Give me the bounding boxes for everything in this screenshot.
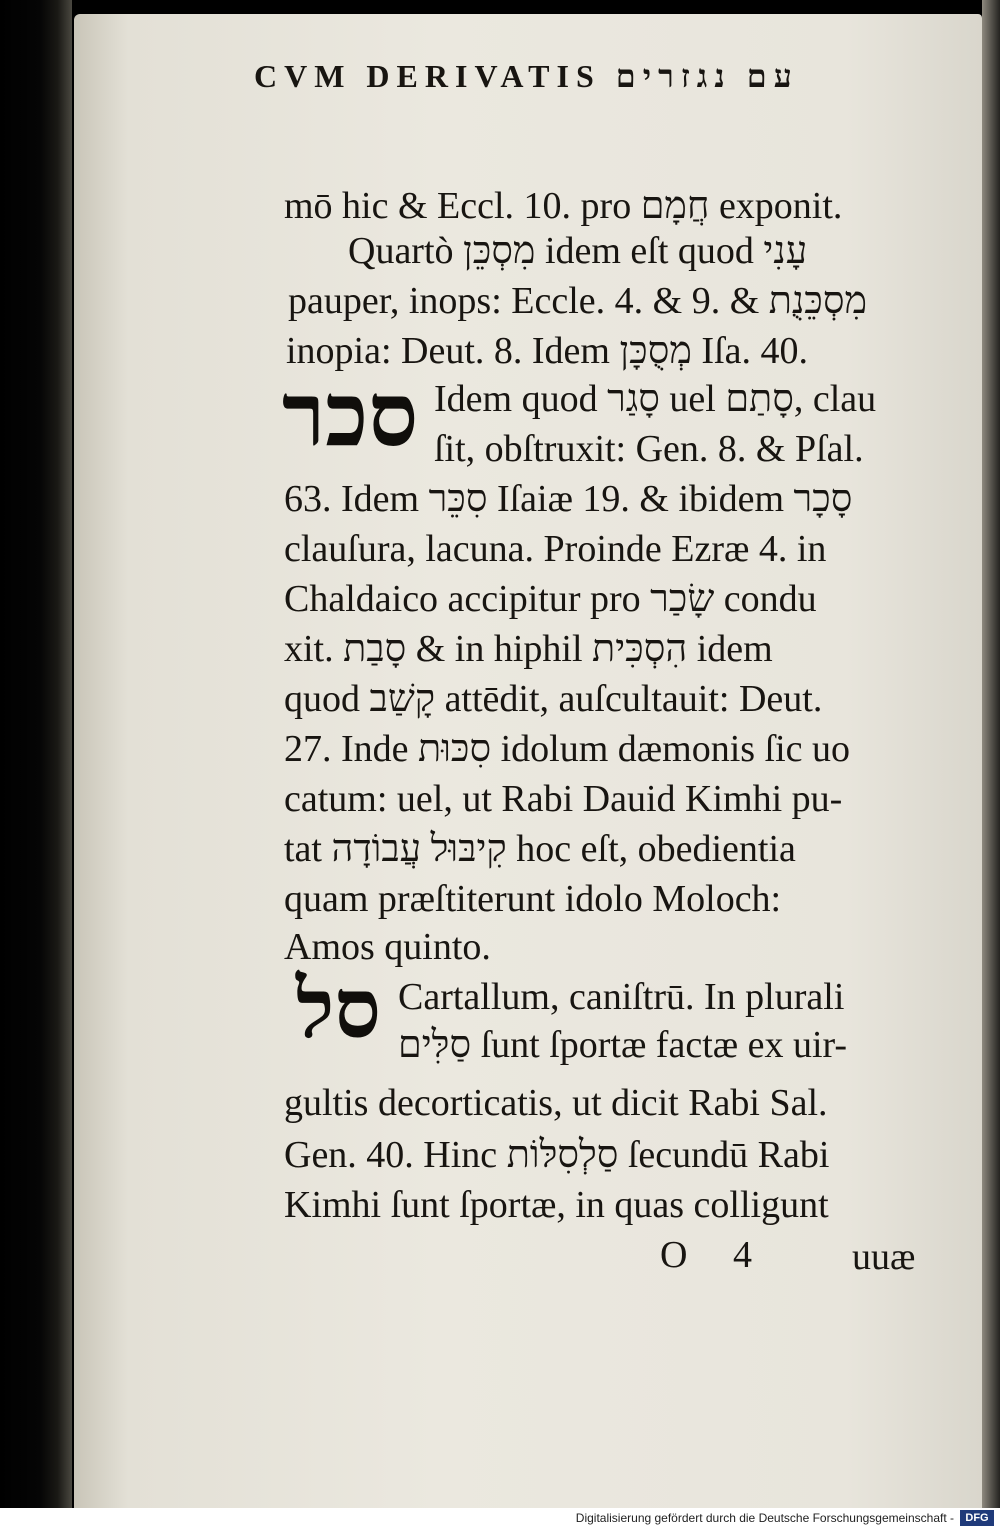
text-line-14: tat קִיבּוּל עֲבוֹדָה hoc eſt, obedientia — [284, 828, 796, 870]
book-spine-shadow — [0, 0, 72, 1508]
text-line-17: Cartallum, caniſtrū. In plurali — [398, 976, 845, 1018]
text-line-10: xit. סָבַת & in hiphil הִסְכִּית idem — [284, 628, 773, 670]
text-line-16: Amos quinto. — [284, 926, 491, 968]
text-line-5: Idem quod סָגַר uel סָתַם, clau — [434, 378, 877, 420]
text-line-1: mō hic & Eccl. 10. pro חֲמָם exponit. — [284, 185, 843, 227]
text-line-9: Chaldaico accipitur pro שָׂכַר condu — [284, 578, 817, 620]
text-line-19: gultis decorticatis, ut dicit Rabi Sal. — [284, 1082, 828, 1124]
text-line-13: catum: uel, ut Rabi Dauid Kimhi pu- — [284, 778, 843, 820]
signature-mark: O 4 — [660, 1234, 770, 1276]
dfg-logo: DFG — [960, 1510, 994, 1526]
page-edge — [982, 0, 1000, 1508]
entry-head-sal: סל — [296, 961, 382, 1057]
text-line-18: סַלִּים ſunt ſportæ factæ ex uir- — [398, 1024, 848, 1066]
text-line-12: 27. Inde סִכּוּת idolum dæmonis ſic uo — [284, 728, 851, 770]
text-line-15: quam præſtiterunt idolo Moloch: — [284, 878, 782, 920]
digitization-footer — [0, 1508, 1000, 1529]
running-head: CVM DERIVATIS עם נגזרים — [254, 58, 799, 94]
footer-credit: Digitalisierung gefördert durch die Deutsche Forschungsgemeinschaft - — [575, 1511, 954, 1525]
text-line-4: inopia: Deut. 8. Idem מְסֻכָּן Iſa. 40. — [286, 330, 808, 372]
text-line-21: Kimhi ſunt ſportæ, in quas colligunt — [284, 1184, 829, 1226]
text-line-3: pauper, inops: Eccle. 4. & 9. & מִסְכֵּנֻת — [288, 280, 868, 322]
text-line-11: quod קָשַׁב attēdit, auſcultauit: Deut. — [284, 678, 823, 720]
text-line-2: Quartò מִסְכֵּן idem eſt quod עָנִי — [348, 230, 808, 272]
catchword: uuæ — [852, 1236, 916, 1278]
text-line-6: ſit, obſtruxit: Gen. 8. & Pſal. — [434, 428, 864, 470]
text-line-20: Gen. 40. Hinc סַלְסִלּוֹת ſecundū Rabi — [284, 1134, 830, 1176]
entry-head-sekar: סכר — [282, 362, 419, 466]
text-line-8: clauſura, lacuna. Proinde Ezræ 4. in — [284, 528, 827, 570]
text-line-7: 63. Idem סִכֵּר Iſaiæ 19. & ibidem סָכָר — [284, 478, 853, 520]
